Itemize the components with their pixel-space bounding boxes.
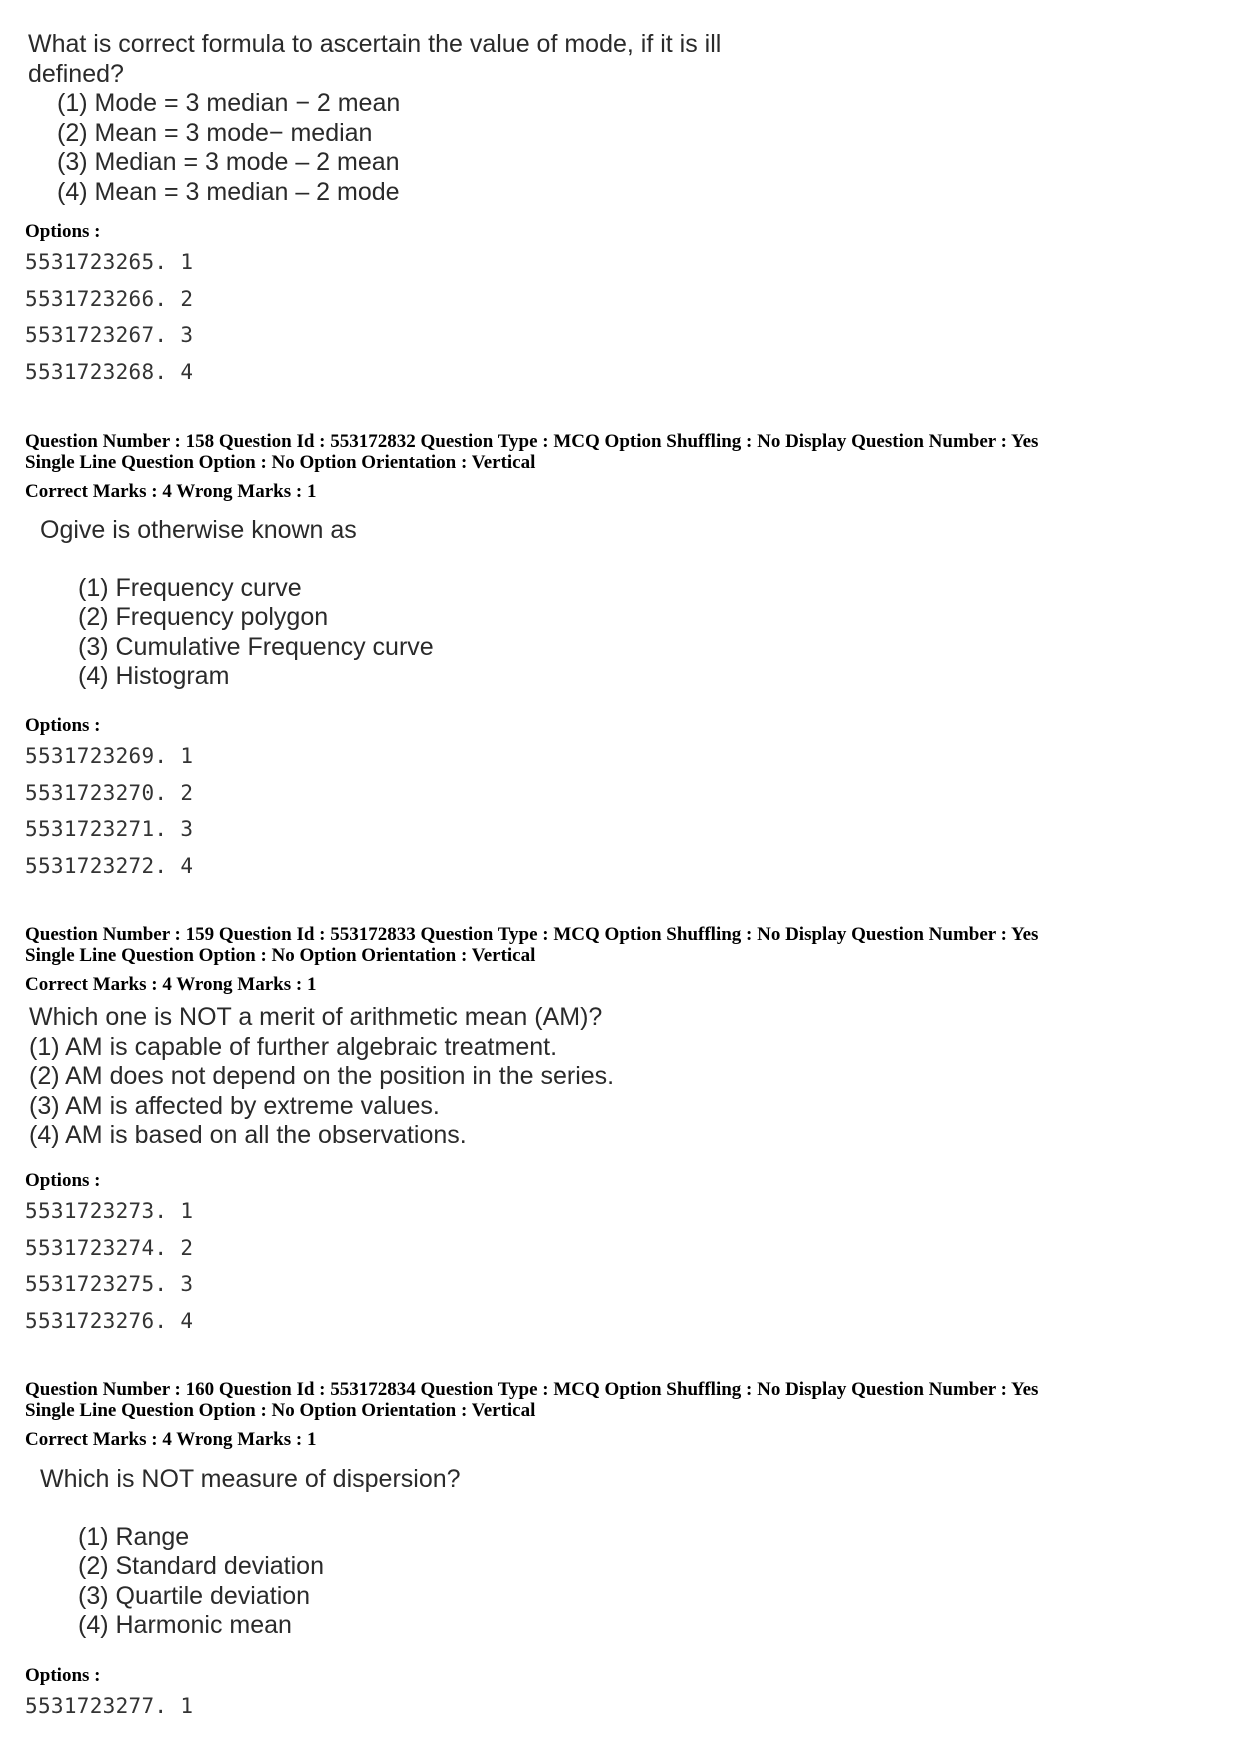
choice-text: (4) Harmonic mean: [78, 1611, 292, 1639]
option-row: 5531723268. 4: [25, 360, 194, 384]
question-meta-line: Single Line Question Option : No Option Orientation : Vertical: [25, 1400, 536, 1421]
choice-text: (1) Range: [78, 1522, 190, 1551]
choice-text: (2) Standard deviation: [78, 1552, 324, 1580]
choice-text: (4) AM is based on all the observations.: [29, 1121, 467, 1149]
options-label: Options :: [25, 715, 101, 736]
choice-text: (3) AM is affected by extreme values.: [29, 1091, 440, 1120]
question-stem: Which one is NOT a merit of arithmetic mean (AM)?: [29, 1003, 603, 1031]
option-row: 5531723276. 4: [25, 1309, 194, 1333]
question-marks: Correct Marks : 4 Wrong Marks : 1: [25, 481, 317, 502]
question-marks: Correct Marks : 4 Wrong Marks : 1: [25, 1429, 317, 1450]
options-label: Options :: [25, 221, 101, 242]
option-row: 5531723273. 1: [25, 1199, 194, 1223]
choice-text: (2) Mean = 3 mode− median: [57, 118, 373, 147]
question-meta-line: Question Number : 158 Question Id : 553172832 Question Type : MCQ Option Shuffling : No Display Question Number : Yes: [25, 431, 1039, 452]
choice-text: (1) Mode = 3 median − 2 mean: [57, 89, 401, 117]
choice-text: (4) Mean = 3 median – 2 mode: [57, 177, 400, 206]
choice-text: (4) Histogram: [78, 662, 230, 690]
option-row: 5531723270. 2: [25, 781, 194, 805]
choice-text: (2) AM does not depend on the position in the series.: [29, 1062, 615, 1090]
option-row: 5531723272. 4: [25, 854, 194, 878]
options-label: Options :: [25, 1665, 101, 1686]
option-row: 5531723266. 2: [25, 287, 194, 311]
question-stem: Ogive is otherwise known as: [40, 516, 357, 544]
choice-text: (3) Cumulative Frequency curve: [78, 632, 434, 661]
question-160-image: [40, 1465, 840, 1641]
question-159-image: [29, 1003, 829, 1151]
question-158-image: [40, 516, 840, 692]
option-row: 5531723267. 3: [25, 323, 194, 347]
question-meta-line: Single Line Question Option : No Option Orientation : Vertical: [25, 452, 536, 473]
option-row: 5531723265. 1: [25, 250, 194, 274]
choice-text: (3) Quartile deviation: [78, 1581, 311, 1610]
option-row: 5531723271. 3: [25, 817, 194, 841]
choice-text: (1) Frequency curve: [78, 573, 302, 602]
question-meta-line: Question Number : 160 Question Id : 553172834 Question Type : MCQ Option Shuffling : No Display Question Number : Yes: [25, 1379, 1039, 1400]
question-stem-line: What is correct formula to ascertain the value of mode, if it is ill: [28, 30, 722, 58]
question-157-image: [28, 30, 828, 207]
option-row: 5531723274. 2: [25, 1236, 194, 1260]
options-label: Options :: [25, 1170, 101, 1191]
option-row: 5531723275. 3: [25, 1272, 194, 1296]
question-stem: Which is NOT measure of dispersion?: [40, 1465, 461, 1493]
choice-text: (1) AM is capable of further algebraic treatment.: [29, 1032, 558, 1061]
question-meta-line: Single Line Question Option : No Option Orientation : Vertical: [25, 945, 536, 966]
question-meta-line: Question Number : 159 Question Id : 553172833 Question Type : MCQ Option Shuffling : No Display Question Number : Yes: [25, 924, 1039, 945]
choice-text: (2) Frequency polygon: [78, 603, 329, 631]
choice-text: (3) Median = 3 mode – 2 mean: [57, 148, 400, 176]
option-row: 5531723269. 1: [25, 744, 194, 768]
question-stem-line: defined?: [28, 59, 124, 88]
question-marks: Correct Marks : 4 Wrong Marks : 1: [25, 974, 317, 995]
option-row: 5531723277. 1: [25, 1694, 194, 1718]
